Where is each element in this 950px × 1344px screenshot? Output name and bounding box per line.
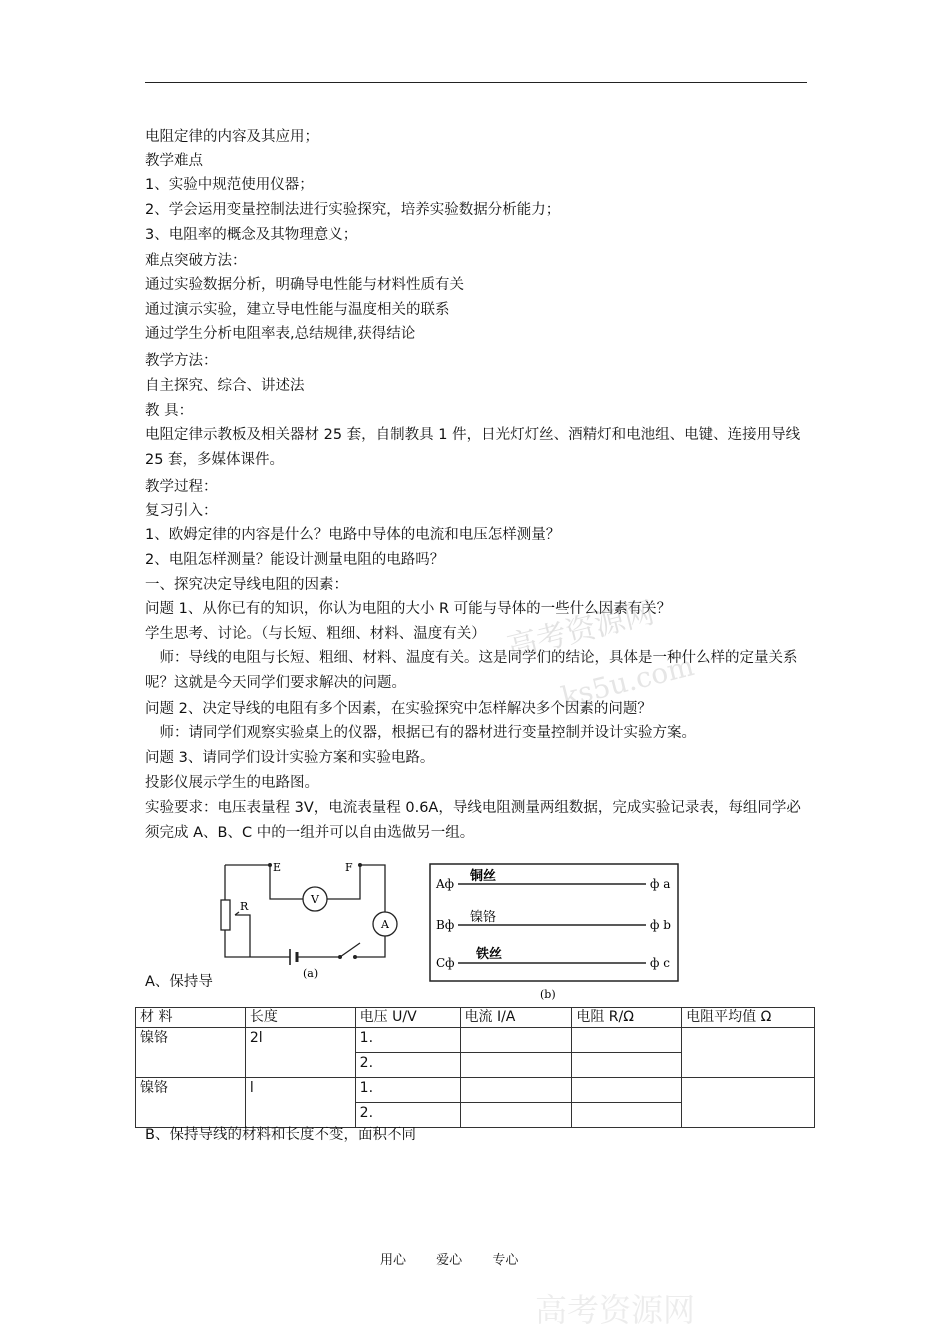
text-line: 一、探究决定导线电阻的因素：	[145, 577, 348, 593]
wire-end-left: Cф	[436, 956, 455, 970]
watermark-footer: 高考资源网	[535, 1291, 696, 1329]
material-cell: 镍铬	[136, 1028, 246, 1078]
circuit-diagram-a	[215, 855, 415, 980]
table-header-cell: 材 料	[136, 1008, 246, 1028]
trial-cell: 1.	[355, 1078, 460, 1103]
table-row	[136, 1028, 815, 1053]
wire-board-diagram-b	[428, 862, 683, 1002]
current-cell	[460, 1028, 572, 1053]
table-header-cell: 电阻平均值 Ω	[682, 1008, 815, 1028]
text-paragraph: 电阻定律示教板及相关器材 25 套，自制教具 1 件，日光灯灯丝、酒精灯和电池组、电键、连接用导线 25 套，多媒体课件。	[145, 427, 801, 468]
text-line: 电阻定律的内容及其应用；	[145, 129, 319, 145]
material-cell: 镍铬	[136, 1078, 246, 1128]
text-line: 难点突破方法：	[145, 253, 247, 269]
text-paragraph: 实验要求：电压表量程 3V，电流表量程 0.6A，导线电阻测量两组数据，完成实验记录表，每组同学必须完成 A、B、C 中的一组并可以自由选做另一组。	[145, 800, 801, 841]
text-line: 教学难点	[145, 153, 203, 169]
terminal-f-label: F	[345, 861, 353, 874]
text-line: 1、欧姆定律的内容是什么？电路中导体的电流和电压怎样测量？	[145, 527, 561, 543]
wire-end-left: Aф	[436, 877, 455, 891]
page-footer	[380, 1249, 544, 1268]
table-header-cell: 电阻 R/Ω	[572, 1008, 682, 1028]
text-line: 师：请同学们观察实验桌上的仪器，根据已有的器材进行变量控制并设计实验方案。	[145, 725, 696, 741]
text-line: 2、学会运用变量控制法进行实验探究，培养实验数据分析能力；	[145, 202, 561, 218]
current-cell	[460, 1103, 572, 1128]
trial-cell: 2.	[355, 1103, 460, 1128]
average-cell	[682, 1028, 815, 1078]
table-row	[136, 1078, 815, 1103]
wire-end-left: Bф	[436, 918, 455, 932]
ammeter-label: A	[381, 918, 389, 931]
section-b-heading: B、保持导线的材料和长度不变，面积不同	[145, 1127, 416, 1143]
length-cell: l	[245, 1078, 355, 1128]
trial-cell: 1.	[355, 1028, 460, 1053]
text-line: 通过演示实验，建立导电性能与温度相关的联系	[145, 302, 450, 318]
resistance-cell	[572, 1028, 682, 1053]
text-line: 1、实验中规范使用仪器；	[145, 177, 314, 193]
current-cell	[460, 1078, 572, 1103]
text-line: 问题 3、请同学们设计实验方案和实验电路。	[145, 750, 435, 766]
length-cell: 2l	[245, 1028, 355, 1078]
footer-item: 爱心	[436, 1253, 463, 1268]
experiment-record-table	[135, 1007, 815, 1128]
wire-name-iron: 铁丝	[476, 947, 503, 962]
figure-b-caption: (b)	[540, 988, 556, 1001]
resistance-cell	[572, 1078, 682, 1103]
footer-item: 专心	[492, 1253, 519, 1268]
watermark-url: ks5u.com	[558, 649, 698, 714]
average-cell	[682, 1078, 815, 1128]
trial-cell: 2.	[355, 1053, 460, 1078]
text-line: 通过实验数据分析，明确导电性能与材料性质有关	[145, 277, 464, 293]
text-line: 教 具：	[145, 403, 194, 419]
wire-end-right: ф c	[650, 956, 670, 970]
watermark-text: 高考资源网	[503, 595, 658, 666]
text-line: 复习引入：	[145, 503, 218, 519]
current-cell	[460, 1053, 572, 1078]
header-rule	[145, 82, 807, 83]
voltmeter-label: V	[311, 893, 319, 906]
text-line: 3、电阻率的概念及其物理意义；	[145, 227, 358, 243]
text-paragraph: 师：导线的电阻与长短、粗细、材料、温度有关。这是同学们的结论，具体是一种什么样的定量关系呢？这就是今天同学们要求解决的问题。	[145, 650, 798, 691]
text-line: 自主探究、综合、讲述法	[145, 378, 305, 394]
wire-end-right: ф b	[650, 918, 671, 932]
table-header-cell: 电流 I/A	[460, 1008, 572, 1028]
footer-item: 用心	[380, 1253, 407, 1268]
section-a-heading: A、保持导	[145, 974, 213, 990]
wire-name-nichrome: 镍铬	[470, 910, 497, 925]
text-line: 教学过程：	[145, 479, 218, 495]
text-line: 通过学生分析电阻率表,总结规律,获得结论	[145, 326, 416, 342]
rheostat-label: R	[240, 900, 249, 913]
table-header-row	[136, 1008, 815, 1028]
text-line: 投影仪展示学生的电路图。	[145, 775, 319, 791]
resistance-cell	[572, 1053, 682, 1078]
text-line: 问题 2、决定导线的电阻有多个因素，在实验探究中怎样解决多个因素的问题？	[145, 701, 652, 717]
resistance-cell	[572, 1103, 682, 1128]
text-line: 学生思考、讨论。（与长短、粗细、材料、温度有关）	[145, 626, 486, 642]
text-line: 教学方法：	[145, 353, 218, 369]
wire-name-copper: 铜丝	[470, 869, 497, 884]
text-line: 2、电阻怎样测量？能设计测量电阻的电路吗？	[145, 552, 445, 568]
table-header-cell: 长度	[245, 1008, 355, 1028]
terminal-e-label: E	[273, 861, 282, 874]
table-header-cell: 电压 U/V	[355, 1008, 460, 1028]
text-line: 问题 1、从你已有的知识，你认为电阻的大小 R 可能与导体的一些什么因素有关？	[145, 601, 672, 617]
wire-end-right: ф a	[650, 877, 671, 891]
figure-a-caption: (a)	[303, 967, 319, 980]
